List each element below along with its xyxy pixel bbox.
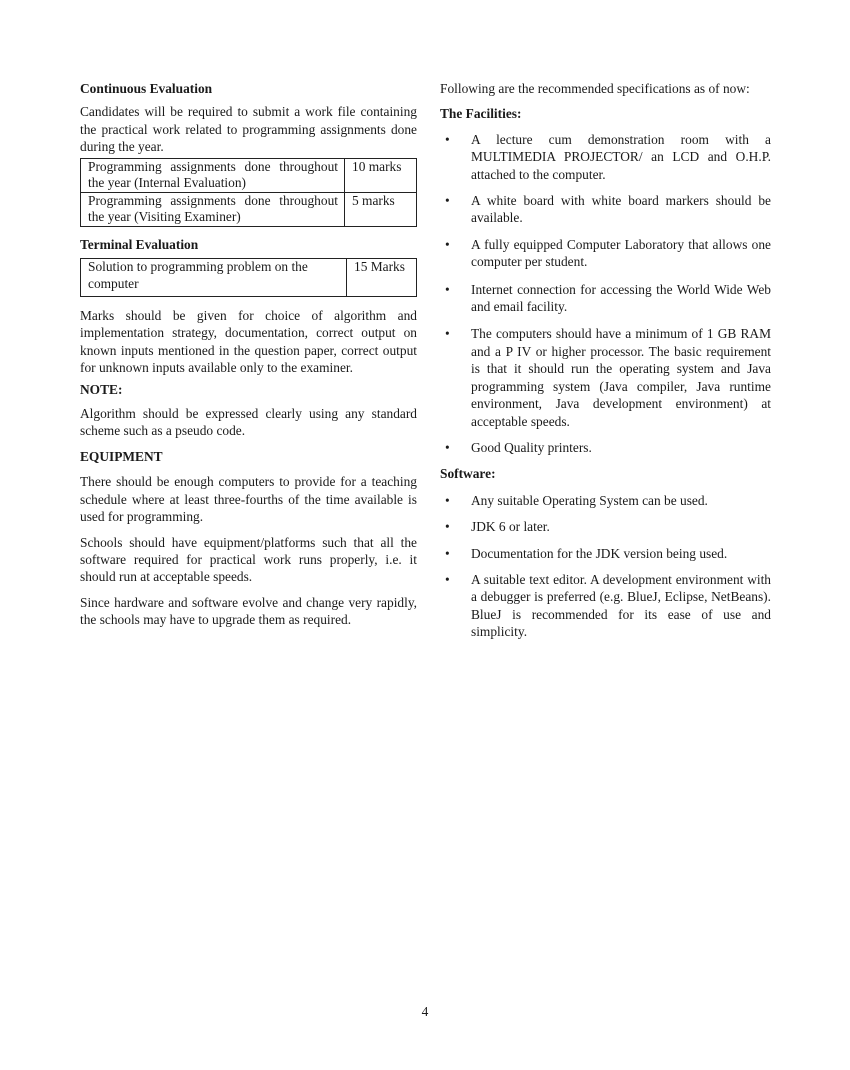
terminal-evaluation-table	[80, 258, 417, 297]
equipment-paragraph: Since hardware and software evolve and change very rapidly, the schools may have to upgrade them as required.	[80, 594, 417, 628]
left-column	[80, 78, 417, 629]
continuous-evaluation-heading: Continuous Evaluation	[80, 81, 213, 96]
list-item: • A suitable text editor. A development environment with a debugger is preferred (e.g. BlueJ, Eclipse, NetBeans). BlueJ is recommended for its ease of use and simplicity.	[440, 571, 771, 641]
facilities-heading: The Facilities:	[440, 106, 522, 122]
marks-paragraph: Marks should be given for choice of algorithm and implementation strategy, documentation, correct output on known inputs mentioned in the question paper, correct output for unknown inputs available only to the examiner.	[80, 308, 417, 376]
list-item: • The computers should have a minimum of 1 GB RAM and a P IV or higher processor. The basic requirement is that it should run the operating system and Java programming system (Java compiler, Java runtime environment, Java development environment) at acceptable speeds.	[440, 325, 771, 429]
terminal-evaluation-heading: Terminal Evaluation	[80, 236, 199, 252]
list-item: • A lecture cum demonstration room with a MULTIMEDIA PROJECTOR/ an LCD and O.H.P. attached to the computer.	[440, 131, 771, 183]
assignment-description: Solution to programming problem on the computer	[81, 259, 347, 297]
note-heading: NOTE:	[80, 381, 123, 397]
table-row	[81, 158, 417, 192]
continuous-evaluation-table	[80, 158, 417, 227]
table-row	[81, 259, 417, 297]
list-item: • A fully equipped Computer Laboratory that allows one computer per student.	[440, 236, 771, 271]
right-column	[440, 78, 771, 641]
continuous-evaluation-paragraph: Candidates will be required to submit a work file containing the practical work related to programming assignments done during the year.	[80, 104, 417, 155]
assignment-marks: 5 marks	[345, 192, 417, 226]
table-row	[81, 192, 417, 226]
facilities-list	[440, 131, 771, 457]
equipment-paragraph: Schools should have equipment/platforms such that all the software required for practical work runs properly, i.e. it should run at acceptable speeds.	[80, 534, 417, 585]
list-item: • Any suitable Operating System can be used.	[440, 492, 771, 509]
software-heading: Software:	[440, 466, 496, 482]
list-item: • A white board with white board markers should be available.	[440, 192, 771, 227]
list-item: • JDK 6 or later.	[440, 518, 771, 535]
equipment-paragraph: There should be enough computers to provide for a teaching schedule where at least three-fourths of the time available is used for programming.	[80, 474, 417, 525]
assignment-description: Programming assignments done throughout the year (Visiting Examiner)	[81, 192, 345, 226]
assignment-description: Programming assignments done throughout the year (Internal Evaluation)	[81, 158, 345, 192]
note-paragraph: Algorithm should be expressed clearly using any standard scheme such as a pseudo code.	[80, 406, 417, 439]
list-item: • Good Quality printers.	[440, 439, 771, 456]
list-item: • Internet connection for accessing the World Wide Web and email facility.	[440, 281, 771, 316]
specifications-intro: Following are the recommended specifications as of now:	[440, 81, 750, 96]
assignment-marks: 10 marks	[345, 158, 417, 192]
assignment-marks: 15 Marks	[347, 259, 417, 297]
list-item: • Documentation for the JDK version being used.	[440, 545, 771, 562]
software-list	[440, 492, 771, 641]
equipment-heading: EQUIPMENT	[80, 448, 163, 464]
page-number: 4	[421, 1004, 429, 1019]
